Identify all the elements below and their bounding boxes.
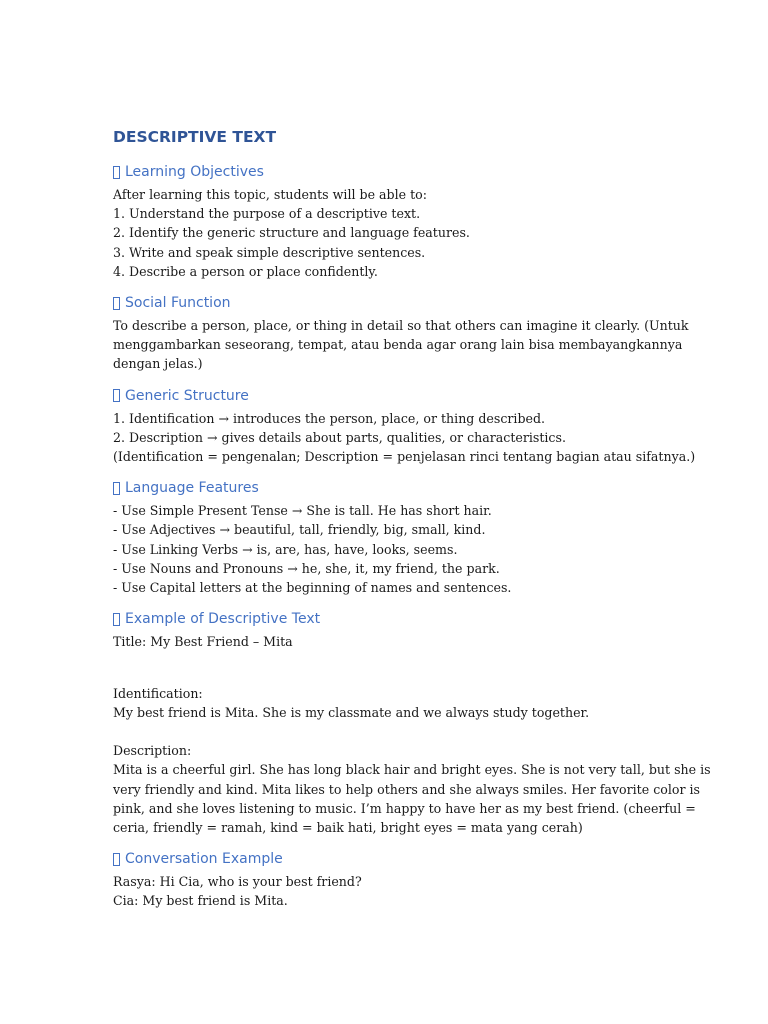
list-item: - Use Linking Verbs → is, are, has, have, looks, seems. bbox=[113, 541, 458, 557]
list-item: (Identification = pengenalan; Description = penjelasan rinci tentang bagian atau sifatnya.) bbox=[113, 449, 696, 465]
dialogue-line: Rasya: Hi Cia, who is your best friend? bbox=[113, 874, 362, 890]
paragraph-line: pink, and she loves listening to music. I’m happy to have her as my best friend. (cheerful = bbox=[113, 800, 696, 816]
section-learning-objectives bbox=[113, 163, 708, 281]
list-item: - Use Adjectives → beautiful, tall, friendly, big, small, kind. bbox=[113, 522, 486, 538]
description-label: Description: bbox=[113, 743, 192, 759]
document-title: DESCRIPTIVE TEXT bbox=[113, 128, 277, 146]
section-heading-text: Example of Descriptive Text bbox=[125, 611, 321, 628]
list-item: 4. Describe a person or place confidently. bbox=[113, 263, 378, 279]
missing-glyph-box-icon bbox=[113, 297, 120, 310]
list-item: 2. Description → gives details about parts, qualities, or characteristics. bbox=[113, 429, 566, 445]
list-item: - Use Simple Present Tense → She is tall. He has short hair. bbox=[113, 503, 492, 519]
section-heading bbox=[113, 479, 708, 497]
section-heading-text: Social Function bbox=[125, 295, 231, 312]
identification-label: Identification: bbox=[113, 685, 203, 701]
spacer bbox=[113, 722, 708, 741]
missing-glyph-box-icon bbox=[113, 613, 120, 626]
section-heading bbox=[113, 850, 708, 868]
objectives-intro: After learning this topic, students will be able to: bbox=[113, 187, 427, 202]
section-heading-text: Generic Structure bbox=[125, 387, 249, 404]
section-generic-structure bbox=[113, 387, 708, 467]
identification-text: My best friend is Mita. She is my classmate and we always study together. bbox=[113, 704, 590, 720]
section-heading-text: Conversation Example bbox=[125, 851, 283, 868]
list-item: 1. Identification → introduces the person, place, or thing described. bbox=[113, 410, 546, 426]
paragraph-line: ceria, friendly = ramah, kind = baik hati, bright eyes = mata yang cerah) bbox=[113, 820, 583, 836]
section-heading bbox=[113, 610, 708, 628]
missing-glyph-box-icon bbox=[113, 482, 120, 495]
section-example bbox=[113, 610, 711, 837]
paragraph-line: Mita is a cheerful girl. She has long black hair and bright eyes. She is not very tall, but she is bbox=[113, 762, 711, 778]
paragraph-line: To describe a person, place, or thing in detail so that others can imagine it clearly. (Untuk bbox=[113, 318, 689, 334]
section-heading bbox=[113, 294, 708, 312]
missing-glyph-box-icon bbox=[113, 166, 120, 179]
example-title-line: Title: My Best Friend – Mita bbox=[113, 634, 293, 650]
spacer bbox=[113, 671, 708, 684]
list-item: 1. Understand the purpose of a descriptive text. bbox=[113, 206, 421, 222]
paragraph-line: dengan jelas.) bbox=[113, 356, 203, 372]
section-social-function bbox=[113, 294, 708, 374]
list-item: - Use Capital letters at the beginning of names and sentences. bbox=[113, 580, 512, 596]
section-language-features bbox=[113, 479, 708, 597]
missing-glyph-box-icon bbox=[113, 853, 120, 866]
section-conversation bbox=[113, 850, 708, 910]
section-heading bbox=[113, 163, 708, 181]
spacer bbox=[113, 651, 708, 670]
list-item: - Use Nouns and Pronouns → he, she, it, my friend, the park. bbox=[113, 560, 500, 576]
missing-glyph-box-icon bbox=[113, 389, 120, 402]
list-item: 3. Write and speak simple descriptive sentences. bbox=[113, 244, 426, 260]
paragraph-line: menggambarkan seseorang, tempat, atau benda agar orang lain bisa membayangkannya bbox=[113, 337, 683, 353]
section-heading-text: Language Features bbox=[125, 480, 259, 497]
dialogue-line: Cia: My best friend is Mita. bbox=[113, 893, 288, 909]
paragraph-line: very friendly and kind. Mita likes to help others and she always smiles. Her favorite color is bbox=[113, 781, 700, 797]
list-item: 2. Identify the generic structure and language features. bbox=[113, 225, 470, 241]
section-heading bbox=[113, 387, 708, 405]
section-heading-text: Learning Objectives bbox=[125, 164, 264, 180]
